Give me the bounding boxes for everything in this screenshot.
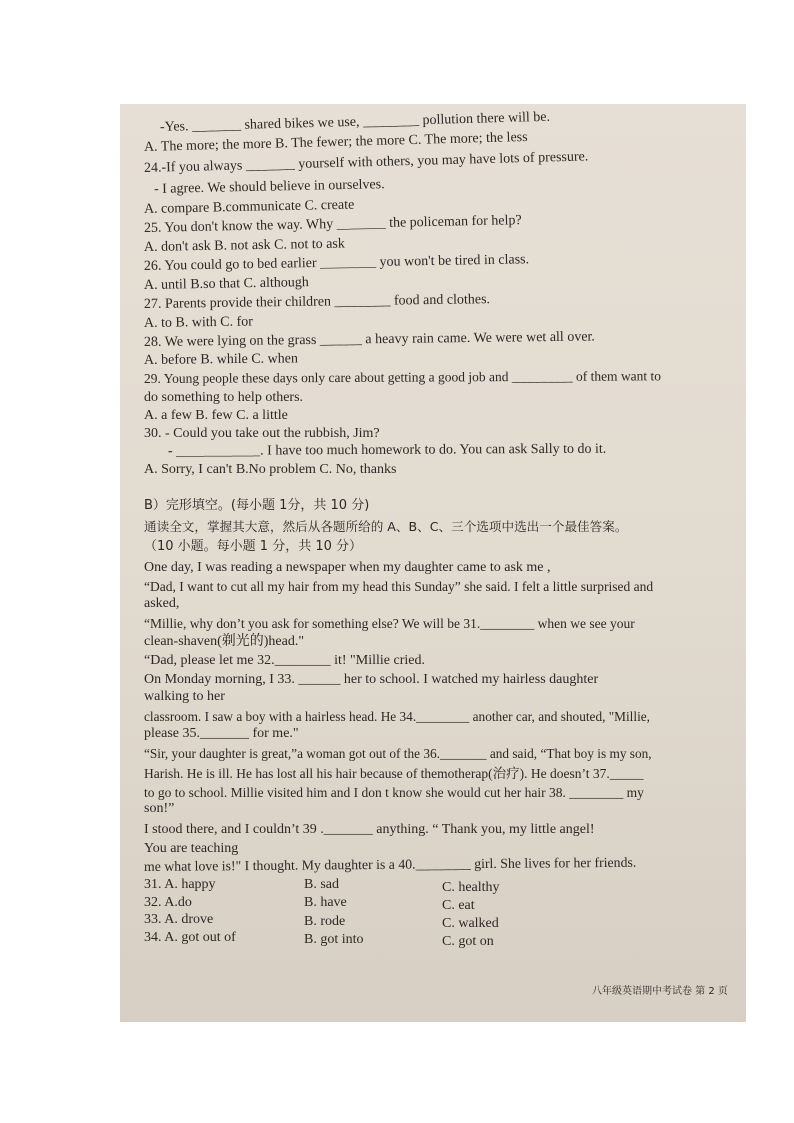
text-line: A. a few B. few C. a little xyxy=(144,408,288,423)
text-line: A. to B. with C. for xyxy=(143,314,253,331)
text-line: A. before B. while C. when xyxy=(143,351,299,368)
passage-line: You are teaching xyxy=(144,841,239,856)
section-instructions: （10 小题。每小题 1 分，共 10 分） xyxy=(144,539,363,554)
text-line: A. compare B.communicate C. create xyxy=(143,197,355,217)
text-line: 26. You could go to bed earlier ________ you won't be tired in class. xyxy=(143,252,530,274)
passage-line: asked, xyxy=(144,596,180,611)
passage-line: “Dad, please let me 32.________ it! "Millie cried. xyxy=(144,653,425,668)
option: B. got into xyxy=(304,932,364,947)
passage-line: “Dad, I want to cut all my hair from my head this Sunday” she said. I felt a little surprised and xyxy=(144,579,654,594)
passage-line: please 35._______ for me." xyxy=(144,726,299,741)
option: C. got on xyxy=(442,934,494,949)
passage-line: clean-shaven(剃光的)head." xyxy=(144,634,305,649)
option: C. eat xyxy=(442,898,475,913)
text-line: A. Sorry, I can't B.No problem C. No, thanks xyxy=(144,462,397,477)
option: C. walked xyxy=(442,916,499,931)
text-line: 25. You don't know the way. Why _______ the policeman for help? xyxy=(143,213,522,236)
option: 34. A. got out of xyxy=(144,930,236,945)
text-line: 27. Parents provide their children ________ food and clothes. xyxy=(143,292,491,312)
text-line: - I agree. We should believe in ourselves. xyxy=(153,177,385,197)
text-line: 24.-If you always _______ yourself with others, you may have lots of pressure. xyxy=(143,149,589,176)
photo-of-exam-page xyxy=(120,104,746,1022)
option: B. have xyxy=(304,895,347,910)
passage-line: On Monday morning, I 33. ______ her to school. I watched my hairless daughter xyxy=(144,672,599,687)
text-line: 29. Young people these days only care about getting a good job and _________ of them want to xyxy=(143,368,662,386)
option: 32. A.do xyxy=(144,895,192,910)
option: C. healthy xyxy=(442,880,500,895)
text-line: 28. We were lying on the grass ______ a heavy rain came. We were wet all over. xyxy=(143,329,595,350)
option: 31. A. happy xyxy=(144,877,216,892)
passage-line: son!” xyxy=(144,801,175,816)
passage-line: me what love is!" I thought. My daughter is a 40.________ girl. She lives for her friends. xyxy=(143,854,637,874)
passage-line: One day, I was reading a newspaper when my daughter came to ask me , xyxy=(144,560,551,575)
text-line: - ____________. I have too much homework to do. You can ask Sally to do it. xyxy=(167,441,607,459)
page-footer: 八年级英语期中考试卷 第 2 页 xyxy=(592,986,728,997)
text-line: -Yes. _______ shared bikes we use, ________ pollution there will be. xyxy=(159,109,551,135)
section-instructions: 通读全文，掌握其大意，然后从各题所给的 A、B、C、三个选项中选出一个最佳答案。 xyxy=(144,519,628,534)
passage-line: I stood there, and I couldn’t 39 ._______ anything. “ Thank you, my little angel! xyxy=(144,822,595,837)
passage-line: Harish. He is ill. He has lost all his hair because of themotherap(治疗). He doesn’t 37._____ xyxy=(144,766,644,781)
option: B. sad xyxy=(304,877,339,892)
option: 33. A. drove xyxy=(144,912,214,927)
passage-line: “Millie, why don’t you ask for something else? We will be 31.________ when we see your xyxy=(144,616,635,631)
text-line: A. don't ask B. not ask C. not to ask xyxy=(143,236,345,255)
text-line: 30. - Could you take out the rubbish, Jim? xyxy=(144,426,380,441)
text-line: A. The more; the more B. The fewer; the more C. The more; the less xyxy=(143,129,528,155)
text-line: A. until B.so that C. although xyxy=(143,275,309,293)
text-line: do something to help others. xyxy=(144,390,304,405)
passage-line: classroom. I saw a boy with a hairless head. He 34.________ another car, and shouted, "Millie, xyxy=(144,709,650,724)
passage-line: “Sir, your daughter is great,”a woman got out of the 36._______ and said, “That boy is my son, xyxy=(144,746,652,761)
section-heading: B）完形填空。(每小题 1分，共 10 分) xyxy=(144,498,370,513)
option: B. rode xyxy=(304,914,346,929)
passage-line: to go to school. Millie visited him and I don t know she would cut her hair 38. ________ my xyxy=(144,785,644,800)
passage-line: walking to her xyxy=(144,689,225,704)
